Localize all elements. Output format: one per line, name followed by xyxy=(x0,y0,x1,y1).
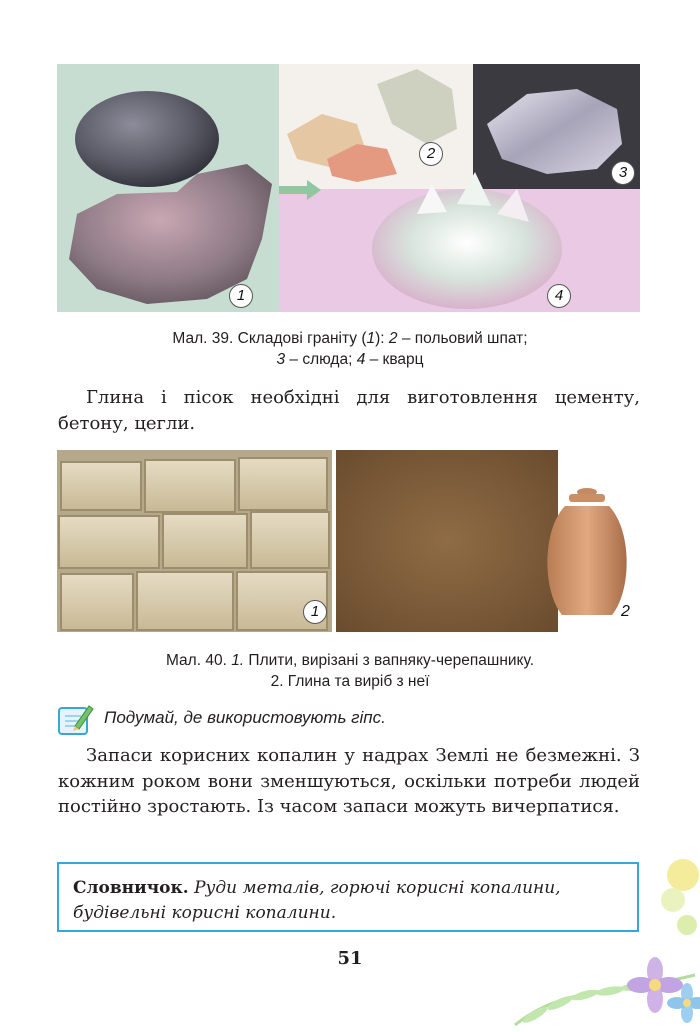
figure-39-label-3: 3 xyxy=(611,161,635,185)
glossary-text: Руди металів, горючі корисні копалини, будівельні корисні копалини. xyxy=(73,878,561,923)
figure-39-label-4: 4 xyxy=(547,284,571,308)
figure-40-caption xyxy=(0,650,700,692)
figure-39-label-1: 1 xyxy=(229,284,253,308)
figure-39-label-2: 2 xyxy=(419,142,443,166)
decorative-flowers xyxy=(505,855,700,1028)
glossary-title: Словничок. xyxy=(73,878,189,898)
figure-39-caption-line-2: 3 – слюда; 4 – кварц xyxy=(276,351,424,368)
page-number: 51 xyxy=(337,948,363,969)
figure-39-caption-line-1: Мал. 39. Складові граніту (1): 2 – польовий шпат; xyxy=(172,330,528,347)
figure-40-label-1: 1 xyxy=(303,600,327,624)
task-text: Подумай, де використовують гіпс. xyxy=(104,708,386,727)
notebook-pencil-icon xyxy=(57,702,95,738)
figure-40-illustration xyxy=(57,450,640,632)
figure-40 xyxy=(57,450,640,632)
figure-39 xyxy=(57,64,640,312)
figure-39-illustration xyxy=(57,64,640,312)
figure-40-caption-line-1: Мал. 40. 1. Плити, вирізані з вапняку-черепашнику. xyxy=(165,652,535,669)
figure-40-caption-line-2: 2. Глина та виріб з неї xyxy=(270,673,430,690)
paragraph-reserves: Запаси корисних копалин у надрах Землі не безмежні. З кожним роком вони зменшуються, оскільки потреби людей постійно зростають. Із часом запаси можуть вичерпатися. xyxy=(58,745,640,817)
paragraph-clay-sand: Глина і пісок необхідні для виготовлення цементу, бетону, цегли. xyxy=(58,387,640,434)
figure-40-label-2: 2 xyxy=(621,603,630,620)
figure-39-caption xyxy=(0,328,700,370)
